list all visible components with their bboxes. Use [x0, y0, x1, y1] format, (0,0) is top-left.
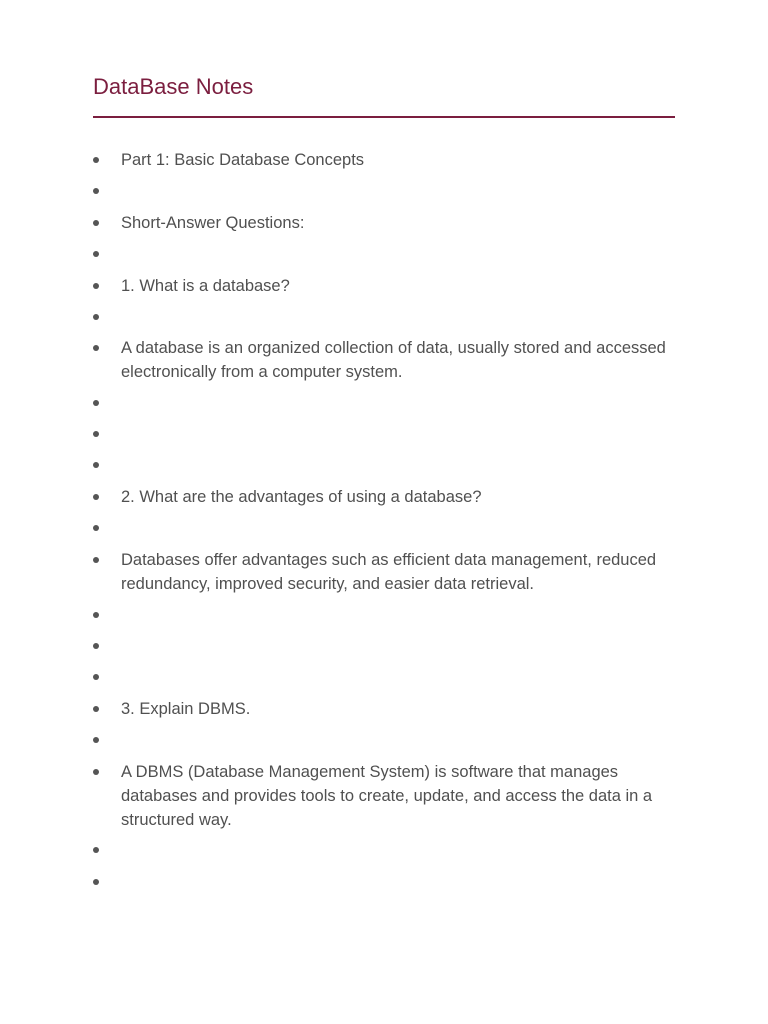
list-item-text: Part 1: Basic Database Concepts [121, 151, 365, 169]
list-item-text: A database is an organized collection of data, usually stored and accessed electronically from a computer system. [121, 339, 666, 381]
bullet-icon [93, 557, 99, 563]
bullet-icon [93, 314, 99, 320]
list-item-text: 2. What are the advantages of using a database? [121, 488, 482, 506]
bullet-icon [93, 769, 99, 775]
bullet-icon [93, 737, 99, 743]
list-item-text: Short-Answer Questions: [121, 214, 305, 232]
list-item-text: A DBMS (Database Management System) is software that manages databases and provides tools to create, update, and access the data in a structured way. [121, 763, 653, 829]
bullet-icon [93, 400, 99, 406]
bullet-icon [93, 188, 99, 194]
bullet-icon [93, 847, 99, 853]
bullet-icon [93, 674, 99, 680]
bullet-icon [93, 157, 99, 163]
bullet-icon [93, 220, 99, 226]
bullet-icon [93, 283, 99, 289]
bullet-icon [93, 525, 99, 531]
bullet-icon [93, 612, 99, 618]
list-item-text: 1. What is a database? [121, 277, 290, 295]
bullet-icon [93, 431, 99, 437]
bullet-icon [93, 251, 99, 257]
bullet-icon [93, 462, 99, 468]
page-title: DataBase Notes [93, 74, 254, 99]
bullet-icon [93, 494, 99, 500]
bullet-icon [93, 706, 99, 712]
list-item-text: Databases offer advantages such as efficient data management, reduced redundancy, improved security, and easier data retrieval. [121, 551, 657, 593]
list-item-text: 3. Explain DBMS. [121, 700, 251, 718]
bullet-icon [93, 643, 99, 649]
bullet-icon [93, 345, 99, 351]
bullet-icon [93, 879, 99, 885]
